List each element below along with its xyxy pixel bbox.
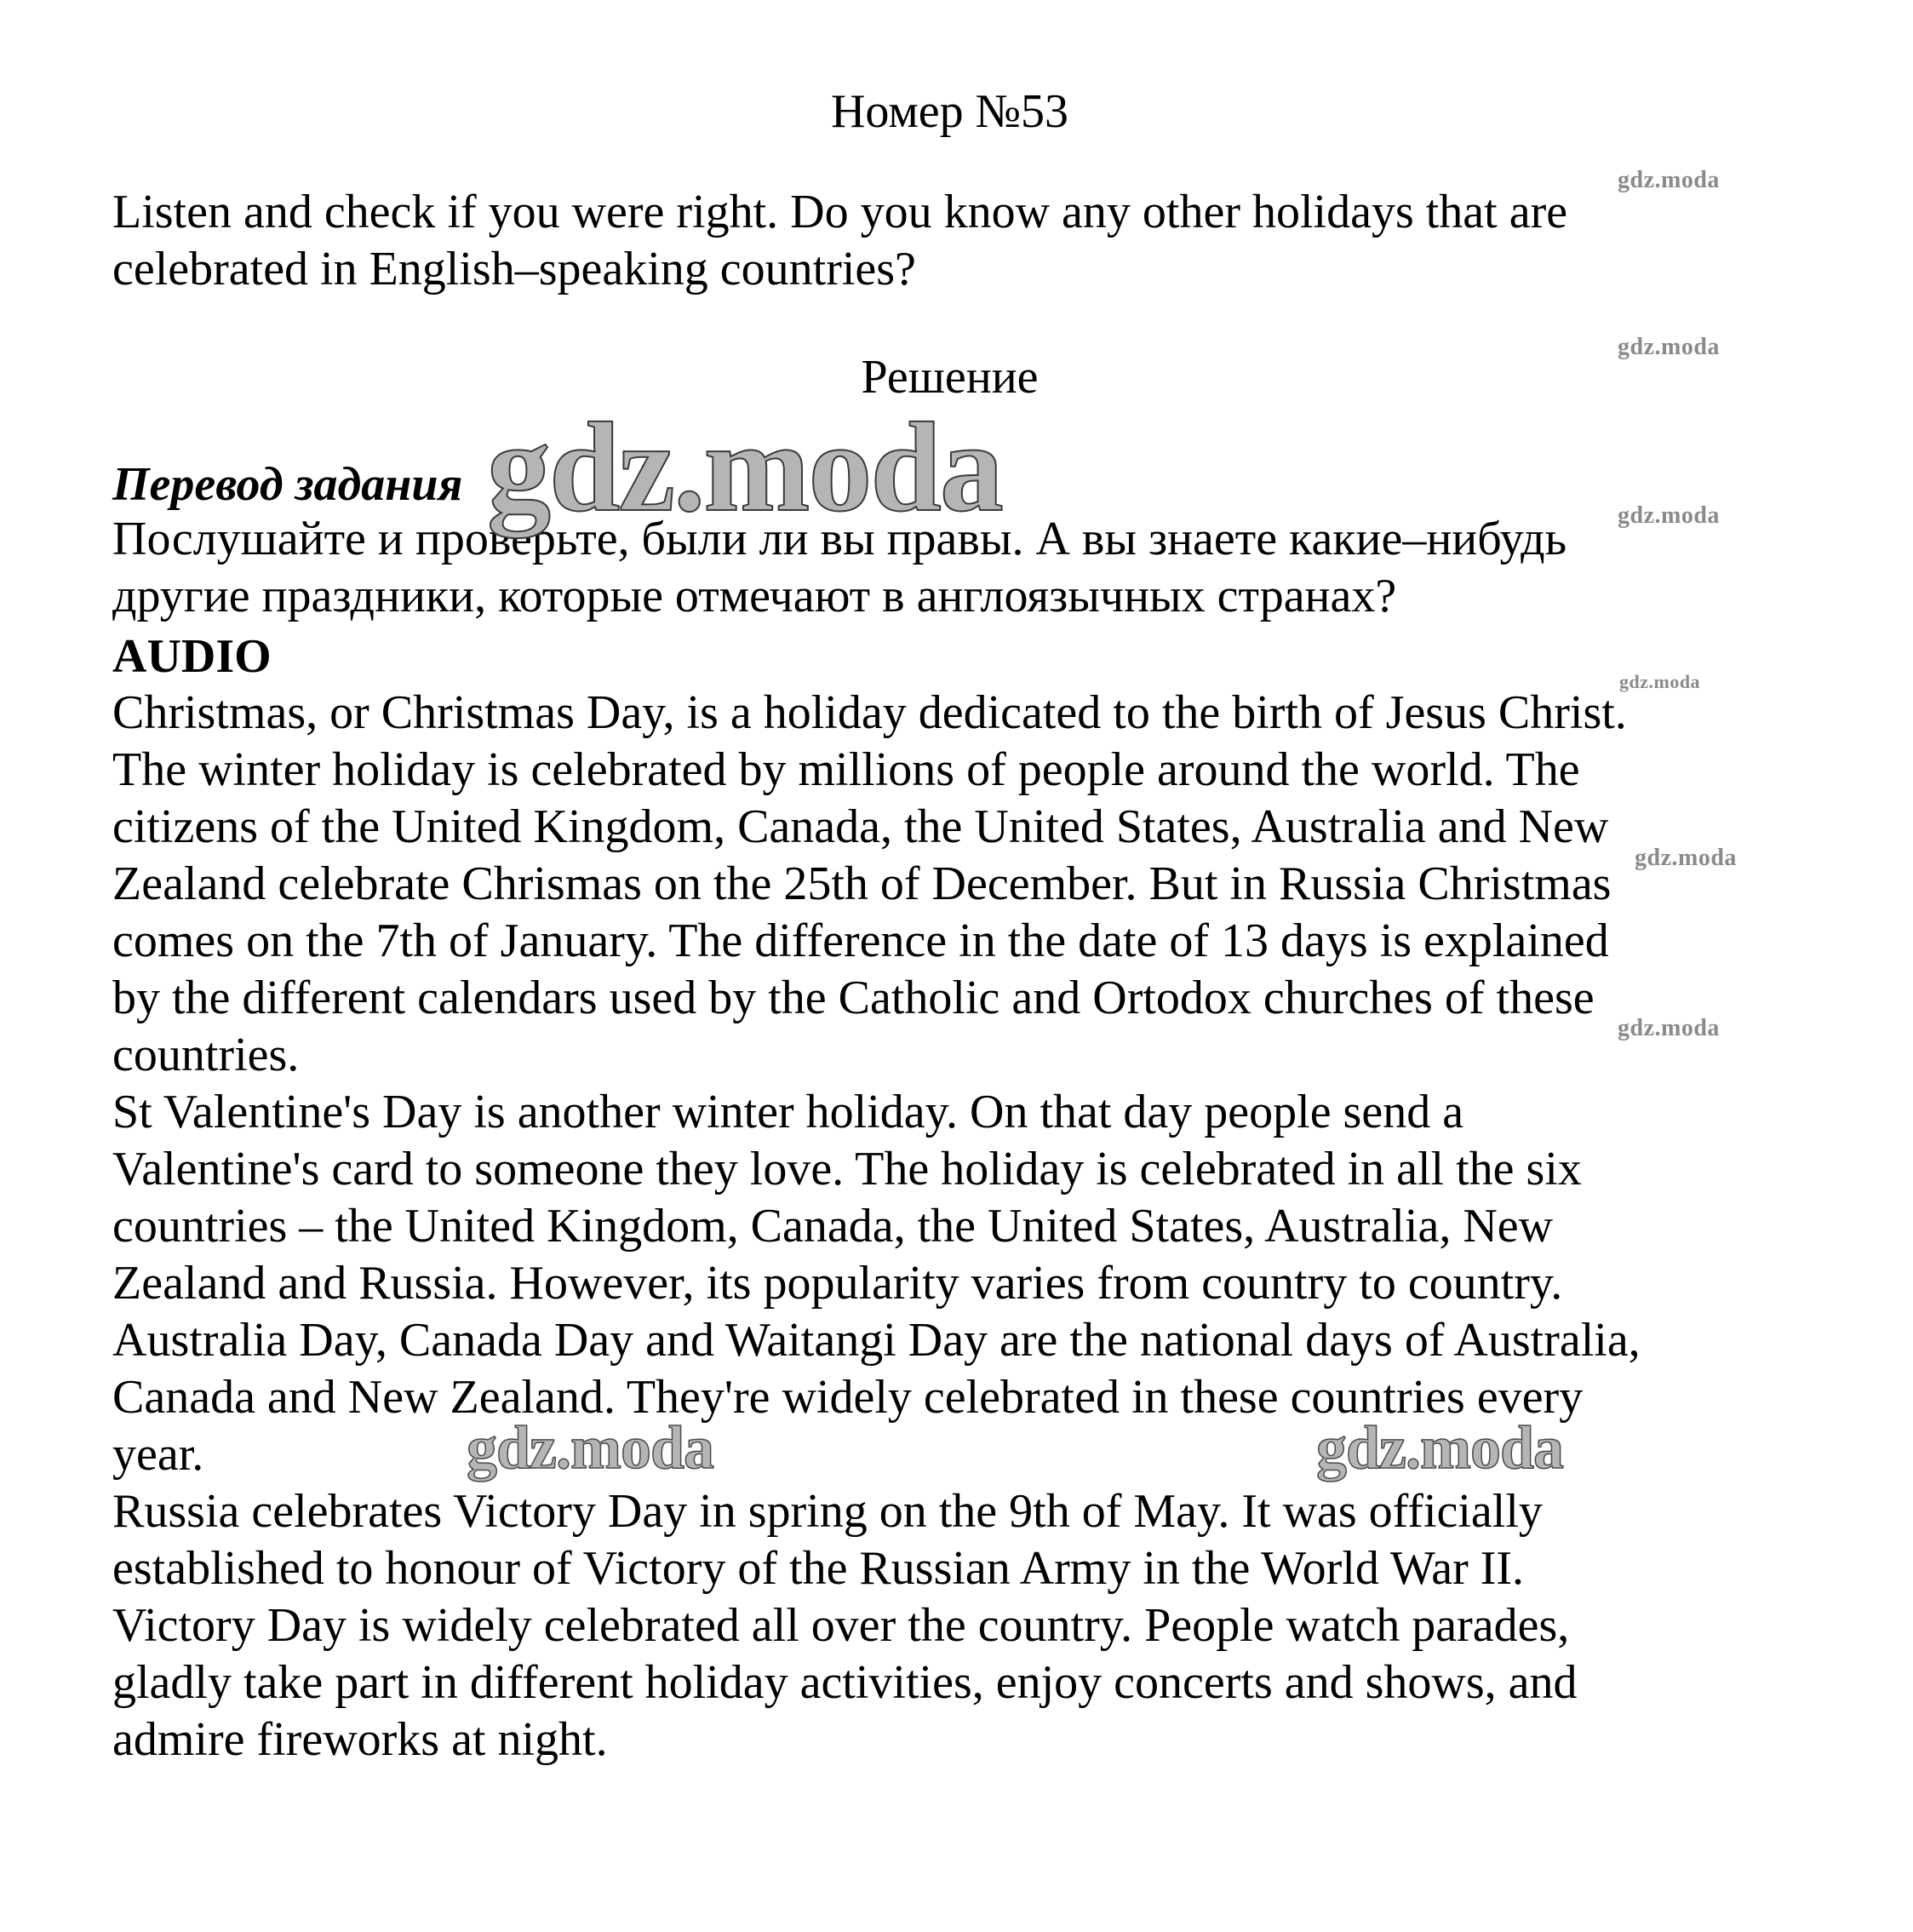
audio-line: admire fireworks at night. [112,1713,608,1766]
audio-line: St Valentine's Day is another winter holiday. On that day people send a [112,1086,1464,1138]
audio-line: Zealand and Russia. However, its popularity varies from country to country. [112,1257,1563,1310]
audio-line: Valentine's card to someone they love. The holiday is celebrated in all the six [112,1143,1582,1195]
solution-heading: Решение [861,351,1039,404]
audio-line: The winter holiday is celebrated by millions of people around the world. The [112,743,1580,796]
watermark: gdz.moda [1618,1015,1720,1041]
translation-heading: Перевод задания [112,458,463,511]
audio-line: citizens of the United Kingdom, Canada, the United States, Australia and New [112,800,1609,853]
translation-line: Послушайте и проверьте, были ли вы правы. А вы знаете какие–нибудь [112,513,1567,565]
audio-transcript [112,685,1815,1769]
audio-line: Christmas, or Christmas Day, is a holiday dedicated to the birth of Jesus Christ. [112,686,1627,739]
audio-line: year. [112,1428,204,1481]
audio-line: countries. [112,1029,300,1081]
page-title: Номер №53 [830,85,1069,138]
audio-line: Zealand celebrate Chrismas on the 25th of December. But in Russia Christmas [112,857,1612,910]
watermark: gdz.moda [1619,671,1701,692]
watermark-logo: gdz.moda [467,1413,714,1482]
audio-line: Australia Day, Canada Day and Waitangi Day are the national days of Australia, [112,1314,1641,1367]
task-line: celebrated in English–speaking countries? [112,243,916,295]
audio-label: AUDIO [112,630,272,683]
audio-line: Victory Day is widely celebrated all over the country. People watch parades, [112,1599,1570,1652]
audio-line: comes on the 7th of January. The difference in the date of 13 days is explained [112,914,1609,967]
watermark-logo: gdz.moda [1316,1413,1564,1482]
audio-line: countries – the United Kingdom, Canada, the United States, Australia, New [112,1200,1554,1253]
audio-line: by the different calendars used by the Catholic and Ortodox churches of these [112,972,1595,1024]
task-line: Listen and check if you were right. Do you know any other holidays that are [112,186,1568,238]
audio-line: Canada and New Zealand. They're widely celebrated in these countries every [112,1371,1584,1424]
watermark-logo: gdz.moda [487,397,1002,538]
task-text [112,184,1815,298]
watermark: gdz.moda [1618,334,1720,360]
watermark: gdz.moda [1635,845,1737,871]
translation-line: другие праздники, которые отмечают в англоязычных странах? [112,570,1397,622]
watermark: gdz.moda [1618,502,1720,529]
audio-line: Russia celebrates Victory Day in spring on the 9th of May. It was officially [112,1485,1543,1538]
watermark: gdz.moda [1618,167,1720,193]
audio-line: gladly take part in different holiday activities, enjoy concerts and shows, and [112,1656,1578,1709]
audio-line: established to honour of Victory of the Russian Army in the World War II. [112,1542,1525,1595]
